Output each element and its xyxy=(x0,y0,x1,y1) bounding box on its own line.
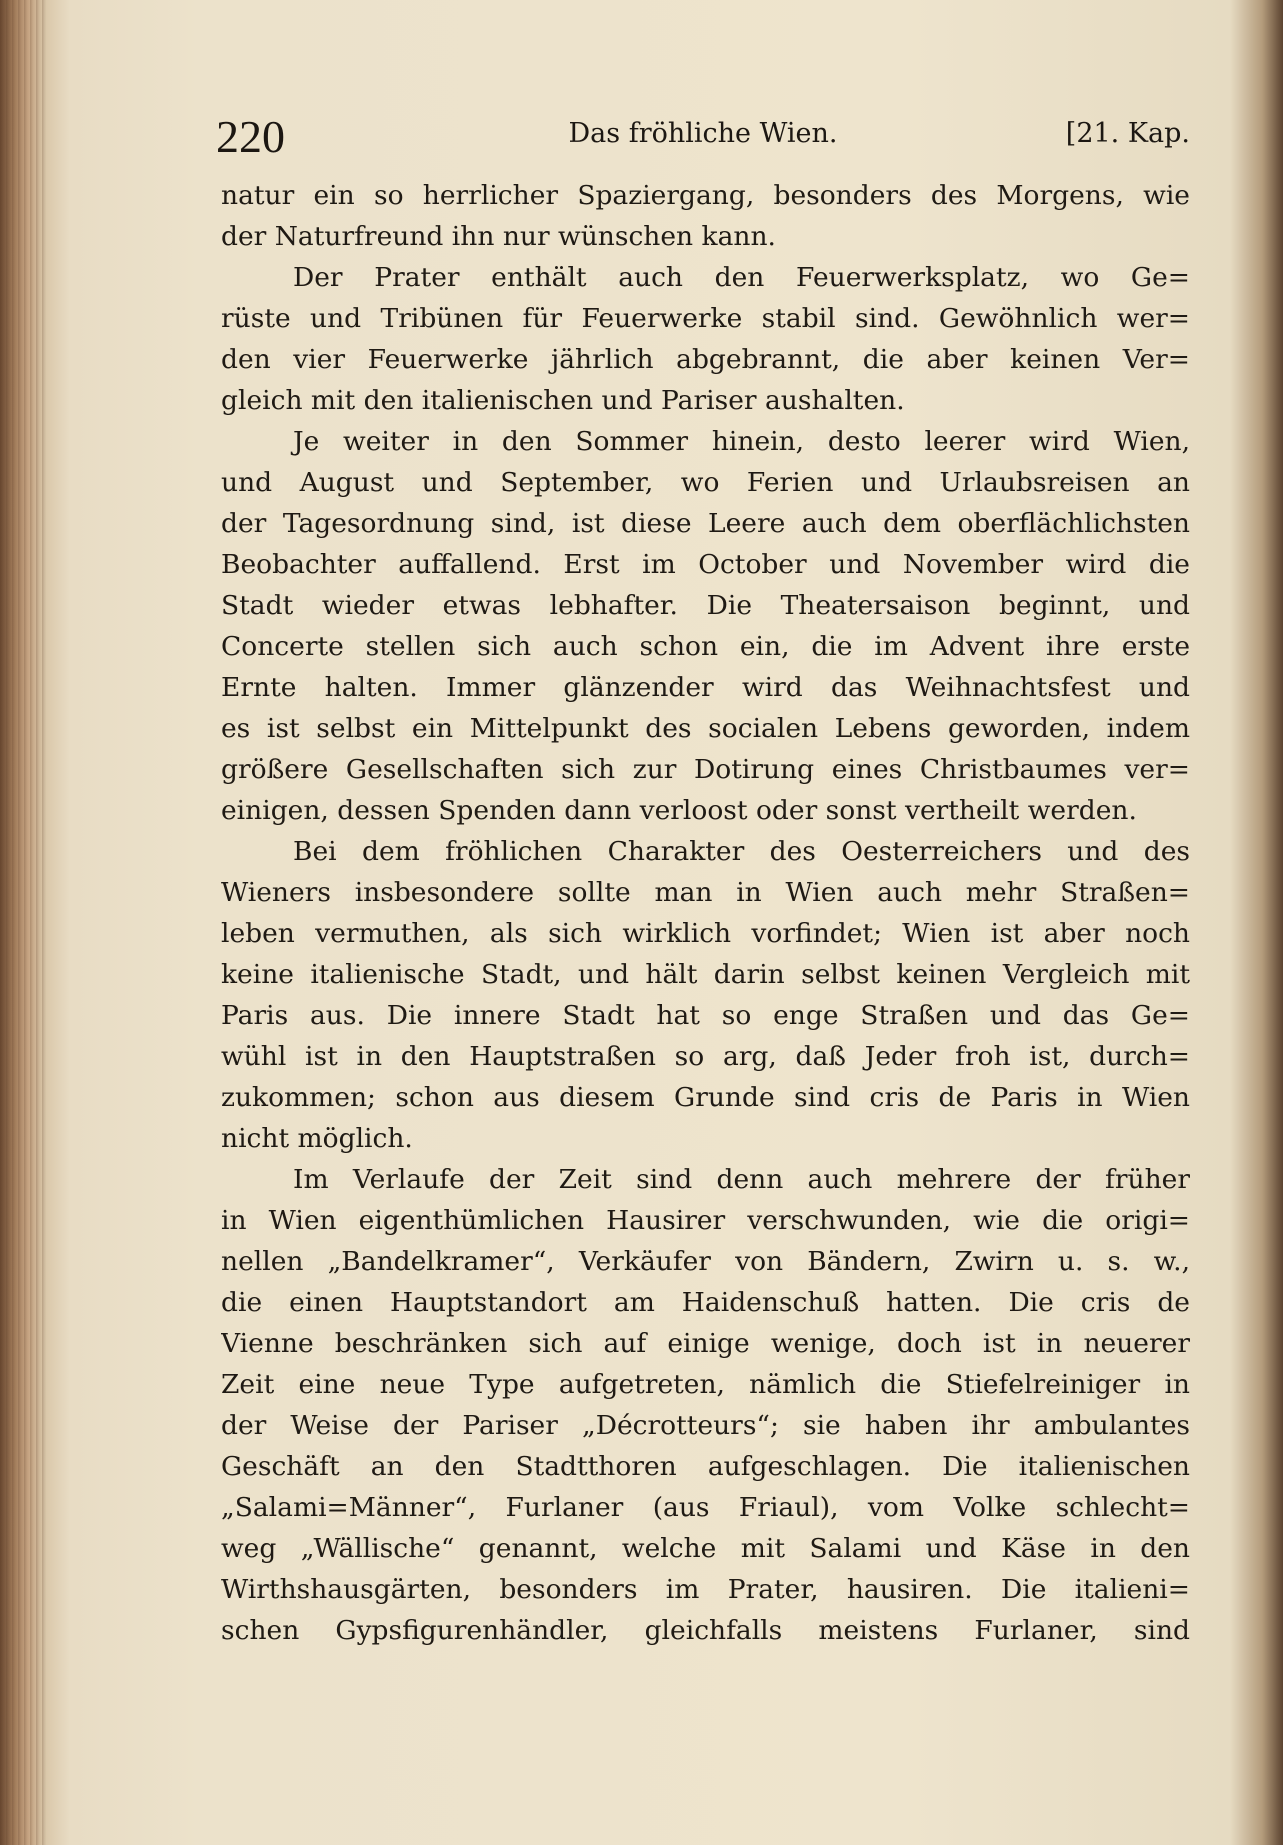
text-line: weg „Wällische“ genannt, welche mit Salami und Käse in den xyxy=(221,1533,1190,1564)
text-line: der Naturfreund ihn nur wünschen kann. xyxy=(221,221,776,252)
text-line: einigen, dessen Spenden dann verloost oder sonst vertheilt werden. xyxy=(221,795,1137,826)
text-line: Vienne beschränken sich auf einige wenige, doch ist in neuerer xyxy=(221,1328,1190,1359)
text-line: zukommen; schon aus diesem Grunde sind cris de Paris in Wien xyxy=(221,1082,1190,1113)
text-line: Ernte halten. Immer glänzender wird das Weihnachtsfest und xyxy=(221,672,1190,703)
text-line: Der Prater enthält auch den Feuerwerksplatz, wo Ge= xyxy=(293,262,1190,293)
chapter-reference: [21. Kap. xyxy=(1065,118,1190,149)
text-line: Je weiter in den Sommer hinein, desto leerer wird Wien, xyxy=(293,426,1190,457)
text-line: gleich mit den italienischen und Pariser aushalten. xyxy=(221,385,905,416)
text-line: Geschäft an den Stadtthoren aufgeschlagen. Die italienischen xyxy=(221,1451,1190,1482)
text-line: in Wien eigenthümlichen Hausirer verschwunden, wie die origi= xyxy=(221,1205,1190,1236)
text-line: rüste und Tribünen für Feuerwerke stabil sind. Gewöhnlich wer= xyxy=(221,303,1190,334)
text-line: Im Verlaufe der Zeit sind denn auch mehrere der früher xyxy=(293,1164,1190,1195)
text-line: keine italienische Stadt, und hält darin selbst keinen Vergleich mit xyxy=(221,959,1190,990)
text-line: nicht möglich. xyxy=(221,1123,413,1154)
text-line: „Salami=Männer“, Furlaner (aus Friaul), vom Volke schlecht= xyxy=(221,1492,1190,1523)
text-line: schen Gypsfigurenhändler, gleichfalls meistens Furlaner, sind xyxy=(221,1615,1190,1646)
text-line: Stadt wieder etwas lebhafter. Die Theatersaison beginnt, und xyxy=(221,590,1190,621)
text-line: Wirthshausgärten, besonders im Prater, hausiren. Die italieni= xyxy=(221,1574,1190,1605)
text-line: den vier Feuerwerke jährlich abgebrannt, die aber keinen Ver= xyxy=(221,344,1190,375)
text-line: der Tagesordnung sind, ist diese Leere auch dem oberflächlichsten xyxy=(221,508,1190,539)
text-line: natur ein so herrlicher Spaziergang, besonders des Morgens, wie xyxy=(221,180,1190,211)
text-line: es ist selbst ein Mittelpunkt des socialen Lebens geworden, indem xyxy=(221,713,1190,744)
page-header xyxy=(216,100,1190,160)
text-line: Wieners insbesondere sollte man in Wien auch mehr Straßen= xyxy=(221,877,1190,908)
text-line: Concerte stellen sich auch schon ein, die im Advent ihre erste xyxy=(221,631,1190,662)
text-line: und August und September, wo Ferien und Urlaubsreisen an xyxy=(221,467,1190,498)
text-line: die einen Hauptstandort am Haidenschuß hatten. Die cris de xyxy=(221,1287,1190,1318)
text-line: wühl ist in den Hauptstraßen so arg, daß Jeder froh ist, durch= xyxy=(221,1041,1190,1072)
text-line: größere Gesellschaften sich zur Dotirung eines Christbaumes ver= xyxy=(221,754,1190,785)
page-number: 220 xyxy=(216,111,285,162)
text-line: Zeit eine neue Type aufgetreten, nämlich die Stiefelreiniger in xyxy=(221,1369,1190,1400)
text-line: leben vermuthen, als sich wirklich vorfindet; Wien ist aber noch xyxy=(221,918,1190,949)
running-title: Das fröhliche Wien. xyxy=(568,118,838,149)
text-line: nellen „Bandelkramer“, Verkäufer von Bändern, Zwirn u. s. w., xyxy=(221,1246,1190,1277)
body-text xyxy=(221,175,1190,1651)
text-line: Paris aus. Die innere Stadt hat so enge Straßen und das Ge= xyxy=(221,1000,1190,1031)
text-line: Beobachter auffallend. Erst im October und November wird die xyxy=(221,549,1190,580)
text-line: Bei dem fröhlichen Charakter des Oesterreichers und des xyxy=(293,836,1190,867)
book-spine-edge xyxy=(0,0,46,1845)
text-line: der Weise der Pariser „Décrotteurs“; sie haben ihr ambulantes xyxy=(221,1410,1190,1441)
